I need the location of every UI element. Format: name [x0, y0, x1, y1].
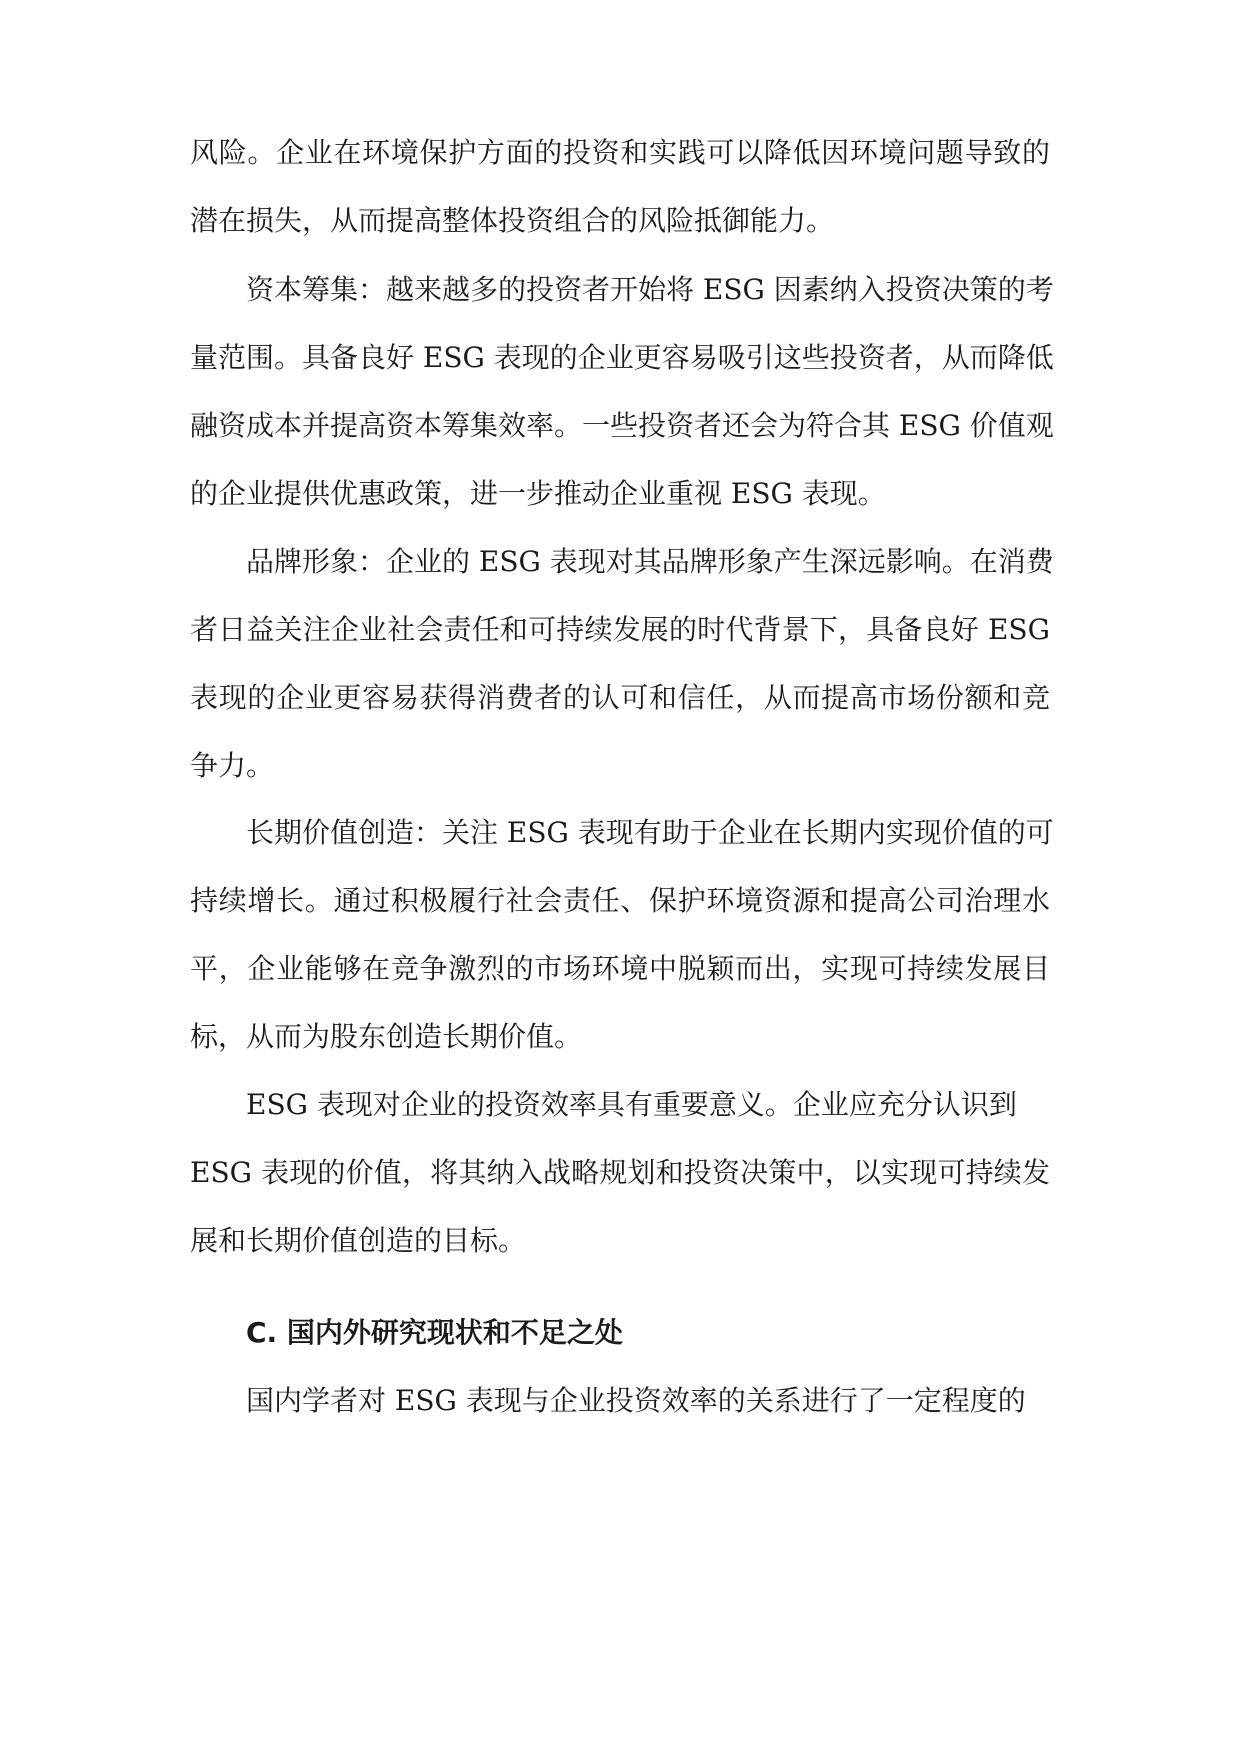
paragraph-line: 平，企业能够在竞争激烈的市场环境中脱颖而出，实现可持续发展目	[190, 952, 1050, 985]
paragraph-line: 者日益关注企业社会责任和可持续发展的时代背景下，具备良好 ESG	[190, 613, 1050, 646]
paragraph-line: 长期价值创造：关注 ESG 表现有助于企业在长期内实现价值的可	[246, 816, 1054, 849]
paragraph-line: ESG 表现的价值，将其纳入战略规划和投资决策中，以实现可持续发	[190, 1156, 1050, 1189]
paragraph-line: 持续增长。通过积极履行社会责任、保护环境资源和提高公司治理水	[190, 884, 1050, 917]
paragraph-line: 融资成本并提高资本筹集效率。一些投资者还会为符合其 ESG 价值观	[190, 409, 1054, 442]
paragraph-line: 的企业提供优惠政策，进一步推动企业重视 ESG 表现。	[190, 477, 886, 510]
paragraph-line: 表现的企业更容易获得消费者的认可和信任，从而提高市场份额和竞	[190, 681, 1050, 714]
section-heading: C. 国内外研究现状和不足之处	[246, 1316, 623, 1349]
paragraph-line: ESG 表现对企业的投资效率具有重要意义。企业应充分认识到	[246, 1088, 1017, 1121]
paragraph-line: 标，从而为股东创造长期价值。	[190, 1020, 583, 1053]
paragraph-line: 资本筹集：越来越多的投资者开始将 ESG 因素纳入投资决策的考	[246, 273, 1054, 306]
paragraph-line: 风险。企业在环境保护方面的投资和实践可以降低因环境问题导致的	[190, 136, 1050, 169]
paragraph-line: 潜在损失，从而提高整体投资组合的风险抵御能力。	[190, 204, 835, 237]
paragraph-line: 品牌形象：企业的 ESG 表现对其品牌形象产生深远影响。在消费	[246, 545, 1054, 578]
paragraph-line: 争力。	[190, 749, 275, 782]
paragraph-line: 展和长期价值创造的目标。	[190, 1224, 527, 1257]
paragraph-line: 国内学者对 ESG 表现与企业投资效率的关系进行了一定程度的	[246, 1384, 1026, 1417]
paragraph-line: 量范围。具备良好 ESG 表现的企业更容易吸引这些投资者，从而降低	[190, 341, 1054, 374]
